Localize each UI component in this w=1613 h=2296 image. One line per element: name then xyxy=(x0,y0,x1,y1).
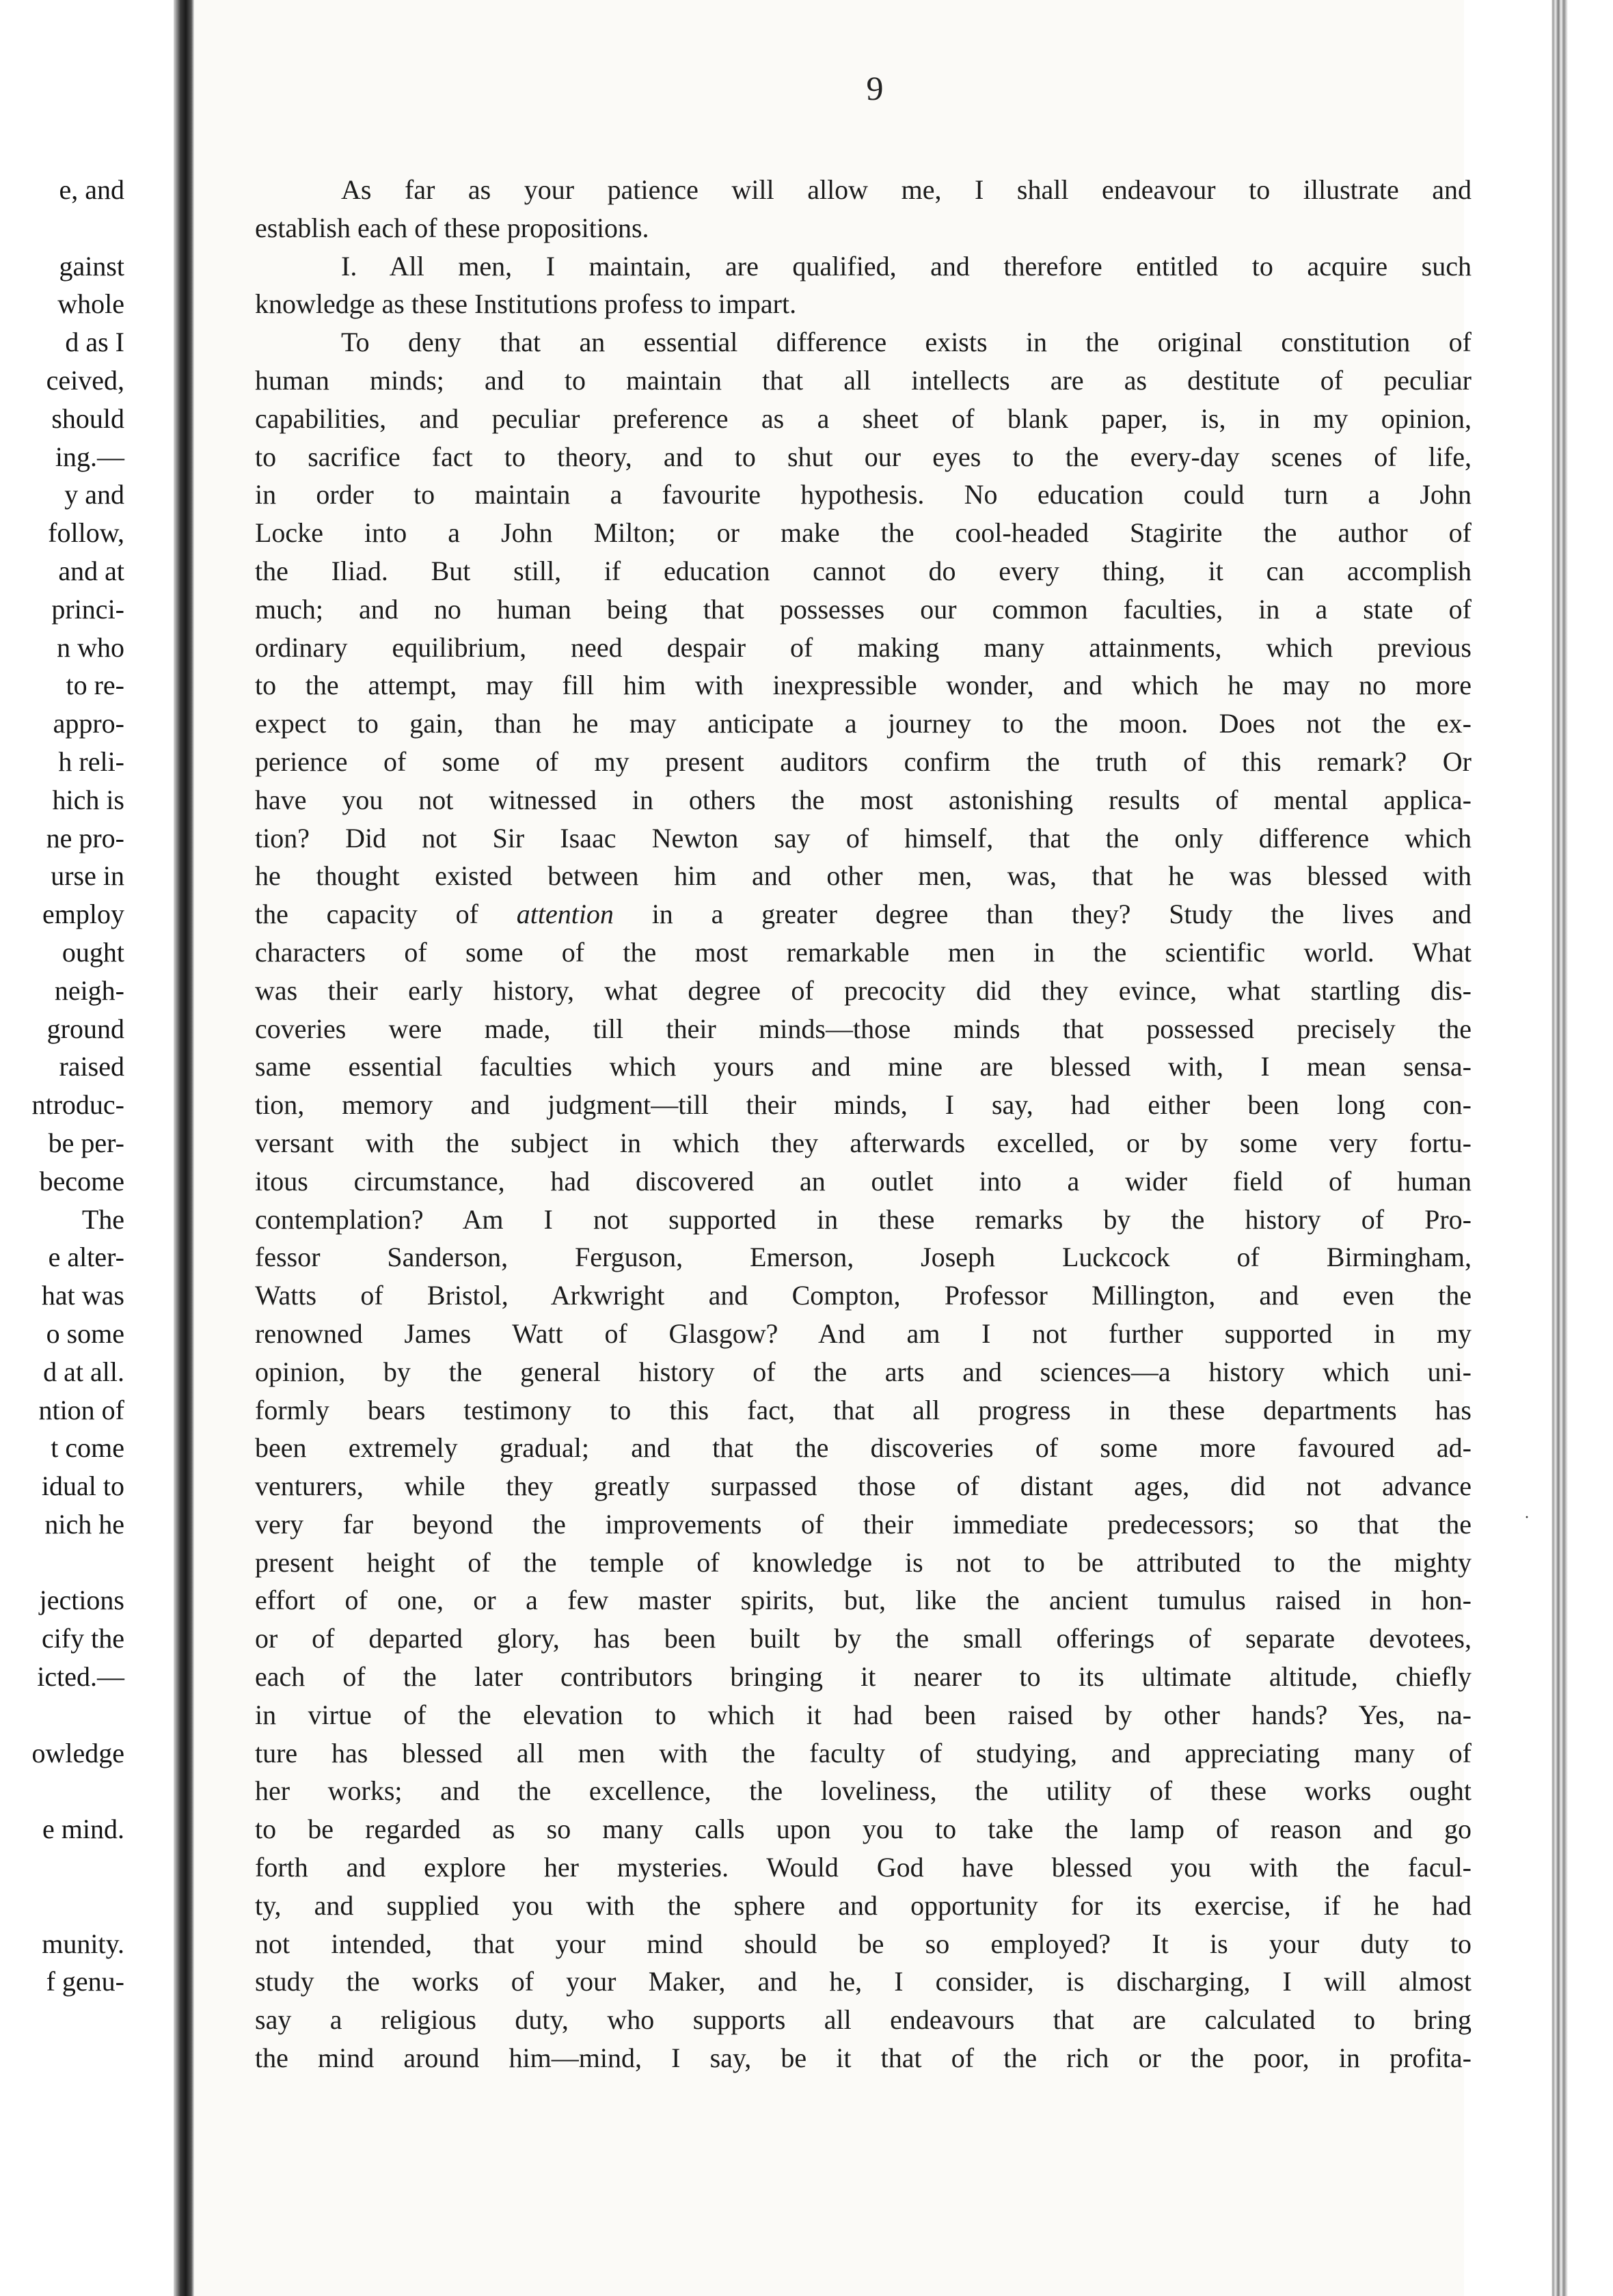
margin-mark: · xyxy=(1524,1509,1530,1527)
text-line: not intended, that your mind should be so employed? It is your duty to xyxy=(255,1928,1472,1959)
text-line: to sacrifice fact to theory, and to shut our eyes to the every-day scenes of life, xyxy=(255,441,1472,472)
left-page-line: ceived, xyxy=(46,364,124,396)
text-line: knowledge as these Institutions profess to impart. xyxy=(255,288,797,320)
left-page-line: d as I xyxy=(65,327,124,358)
left-page-line: munity. xyxy=(42,1928,124,1959)
text-line xyxy=(255,895,1472,933)
left-page-line: ground xyxy=(46,1013,124,1044)
left-page-line: should xyxy=(51,402,124,434)
left-page-line: to re- xyxy=(66,670,124,701)
left-page-line: f genu- xyxy=(46,1966,124,1997)
text-line: present height of the temple of knowledge is not to be attributed to the mighty xyxy=(255,1546,1472,1578)
text-line: perience of some of my present auditors confirm the truth of this remark? Or xyxy=(255,746,1472,777)
page-edges xyxy=(1551,0,1613,2296)
text-line: expect to gain, than he may anticipate a journey to the moon. Does not the ex- xyxy=(255,708,1472,739)
left-page-line: hat was xyxy=(41,1280,124,1311)
text-line: Watts of Bristol, Arkwright and Compton, Professor Millington, and even the xyxy=(255,1280,1472,1311)
text-line: each of the later contributors bringing it nearer to its ultimate altitude, chiefly xyxy=(255,1661,1472,1693)
text-line: versant with the subject in which they afterwards excelled, or by some very fortu- xyxy=(255,1127,1472,1158)
text-line: in order to maintain a favourite hypothesis. No education could turn a John xyxy=(255,479,1472,510)
left-page-line: ne pro- xyxy=(46,822,124,853)
left-page-line: jections xyxy=(39,1585,124,1616)
text-line: in virtue of the elevation to which it had been raised by other hands? Yes, na- xyxy=(255,1699,1472,1730)
left-page-line: icted.— xyxy=(37,1661,124,1693)
left-page-line: nich he xyxy=(44,1508,124,1540)
text-line: he thought existed between him and other men, was, that he was blessed with xyxy=(255,860,1472,892)
text-line: to the attempt, may fill him with inexpressible wonder, and which he may no more xyxy=(255,670,1472,701)
left-page-line xyxy=(0,1887,171,1925)
left-page-line: ought xyxy=(62,936,124,968)
italic-word: attention xyxy=(516,899,614,930)
left-page-line: ntion of xyxy=(38,1394,124,1425)
text-line: or of departed glory, has been built by the small offerings of separate devotees, xyxy=(255,1623,1472,1654)
text-line: formly bears testimony to this fact, that all progress in these departments has xyxy=(255,1394,1472,1425)
text-line: ty, and supplied you with the sphere and opportunity for its exercise, if he had xyxy=(255,1889,1472,1921)
text-line: her works; and the excellence, the loveliness, the utility of these works ought xyxy=(255,1775,1472,1807)
binding-gutter xyxy=(174,0,194,2296)
text-line: was their early history, what degree of precocity did they evince, what startling dis- xyxy=(255,974,1472,1006)
left-page-line: princi- xyxy=(51,593,124,625)
left-page-line: ing.— xyxy=(55,441,124,472)
text-line: renowned James Watt of Glasgow? And am I not further supported in my xyxy=(255,1317,1472,1349)
text-line: fessor Sanderson, Ferguson, Emerson, Joseph Luckcock of Birmingham, xyxy=(255,1242,1472,1273)
left-page-line: owledge xyxy=(31,1737,124,1768)
text-line: Locke into a John Milton; or make the cool-headed Stagirite the author of xyxy=(255,517,1472,549)
left-page-line xyxy=(0,1544,171,1582)
text-line: the Iliad. But still, if education cannot do every thing, it can accomplish xyxy=(255,555,1472,586)
text-line: say a religious duty, who supports all endeavours that are calculated to bring xyxy=(255,2004,1472,2036)
text-line: study the works of your Maker, and he, I consider, is discharging, I will almost xyxy=(255,1966,1472,1997)
left-page-line xyxy=(0,1772,171,1810)
left-page-line: become xyxy=(39,1165,124,1197)
text-line: have you not witnessed in others the most astonishing results of mental applica- xyxy=(255,784,1472,815)
text-line: very far beyond the improvements of their immediate predecessors; so that the xyxy=(255,1508,1472,1540)
left-page-line: o some xyxy=(46,1317,124,1349)
body-text xyxy=(255,171,1472,2077)
left-page-line xyxy=(0,1848,171,1887)
text-line: human minds; and to maintain that all intellects are as destitute of peculiar xyxy=(255,364,1472,396)
text-line: tion, memory and judgment—till their minds, I say, had either been long con- xyxy=(255,1089,1472,1121)
text-line: characters of some of the most remarkable men in the scientific world. What xyxy=(255,936,1472,968)
left-page-line: t come xyxy=(51,1432,124,1464)
left-page-line: y and xyxy=(64,479,124,510)
left-page-line: appro- xyxy=(53,708,124,739)
left-page-line: ntroduc- xyxy=(31,1089,124,1121)
page-number: 9 xyxy=(866,69,884,107)
left-page-line xyxy=(0,1696,171,1734)
left-page-line: neigh- xyxy=(54,974,124,1006)
left-page-line: h reli- xyxy=(58,746,124,777)
left-page-line: d at all. xyxy=(43,1356,124,1387)
text-line: the mind around him—mind, I say, be it that of the rich or the poor, in profita- xyxy=(255,2042,1472,2074)
left-page-line: be per- xyxy=(48,1127,124,1158)
text-line: establish each of these propositions. xyxy=(255,212,649,243)
text-line: coveries were made, till their minds—those minds that possessed precisely the xyxy=(255,1013,1472,1044)
left-page-line: raised xyxy=(59,1051,124,1082)
left-page-line: gainst xyxy=(59,250,124,282)
text-line: to be regarded as so many calls upon you to take the lamp of reason and go xyxy=(255,1814,1472,1845)
left-page-line: e alter- xyxy=(48,1242,124,1273)
text-line: opinion, by the general history of the arts and sciences—a history which uni- xyxy=(255,1356,1472,1387)
text-line: forth and explore her mysteries. Would God have blessed you with the facul- xyxy=(255,1852,1472,1883)
text-line: much; and no human being that possesses our common faculties, in a state of xyxy=(255,593,1472,625)
text-line: effort of one, or a few master spirits, but, like the ancient tumulus raised in hon- xyxy=(255,1585,1472,1616)
left-page-line: hich is xyxy=(52,784,124,815)
text-run: in a greater degree than they? Study the lives and xyxy=(613,899,1472,930)
text-run: the capacity of xyxy=(255,899,517,930)
text-line: ordinary equilibrium, need despair of making many attainments, which previous xyxy=(255,631,1472,663)
text-line: capabilities, and peculiar preference as a sheet of blank paper, is, in my opinion, xyxy=(255,402,1472,434)
left-page-line: follow, xyxy=(48,517,124,549)
text-line: same essential faculties which yours and mine are blessed with, I mean sensa- xyxy=(255,1051,1472,1082)
left-page-line: e mind. xyxy=(42,1814,124,1845)
left-page-line: urse in xyxy=(51,860,124,892)
left-page-line: employ xyxy=(42,899,124,930)
left-page-line: cify the xyxy=(41,1623,124,1654)
left-page-line: whole xyxy=(57,288,124,320)
text-line: been extremely gradual; and that the discoveries of some more favoured ad- xyxy=(255,1432,1472,1464)
left-page-line: n who xyxy=(57,631,124,663)
left-page-line xyxy=(0,209,171,247)
text-line: tion? Did not Sir Isaac Newton say of himself, that the only difference which xyxy=(255,822,1472,853)
text-line: venturers, while they greatly surpassed those of distant ages, did not advance xyxy=(255,1471,1472,1502)
left-page-line: The xyxy=(81,1203,124,1235)
text-line: ture has blessed all men with the faculty of studying, and appreciating many of xyxy=(255,1737,1472,1768)
left-page-line: idual to xyxy=(41,1471,124,1502)
text-line: contemplation? Am I not supported in these remarks by the history of Pro- xyxy=(255,1203,1472,1235)
text-line: As far as your patience will allow me, I shall endeavour to illustrate and xyxy=(341,174,1472,205)
left-page-line: e, and xyxy=(59,174,124,205)
text-line: To deny that an essential difference exists in the original constitution of xyxy=(341,327,1472,358)
text-line: itous circumstance, had discovered an outlet into a wider field of human xyxy=(255,1165,1472,1197)
text-line: I. All men, I maintain, are qualified, and therefore entitled to acquire such xyxy=(341,250,1472,282)
left-page-line: and at xyxy=(58,555,124,586)
left-page-fragments xyxy=(0,171,171,2221)
